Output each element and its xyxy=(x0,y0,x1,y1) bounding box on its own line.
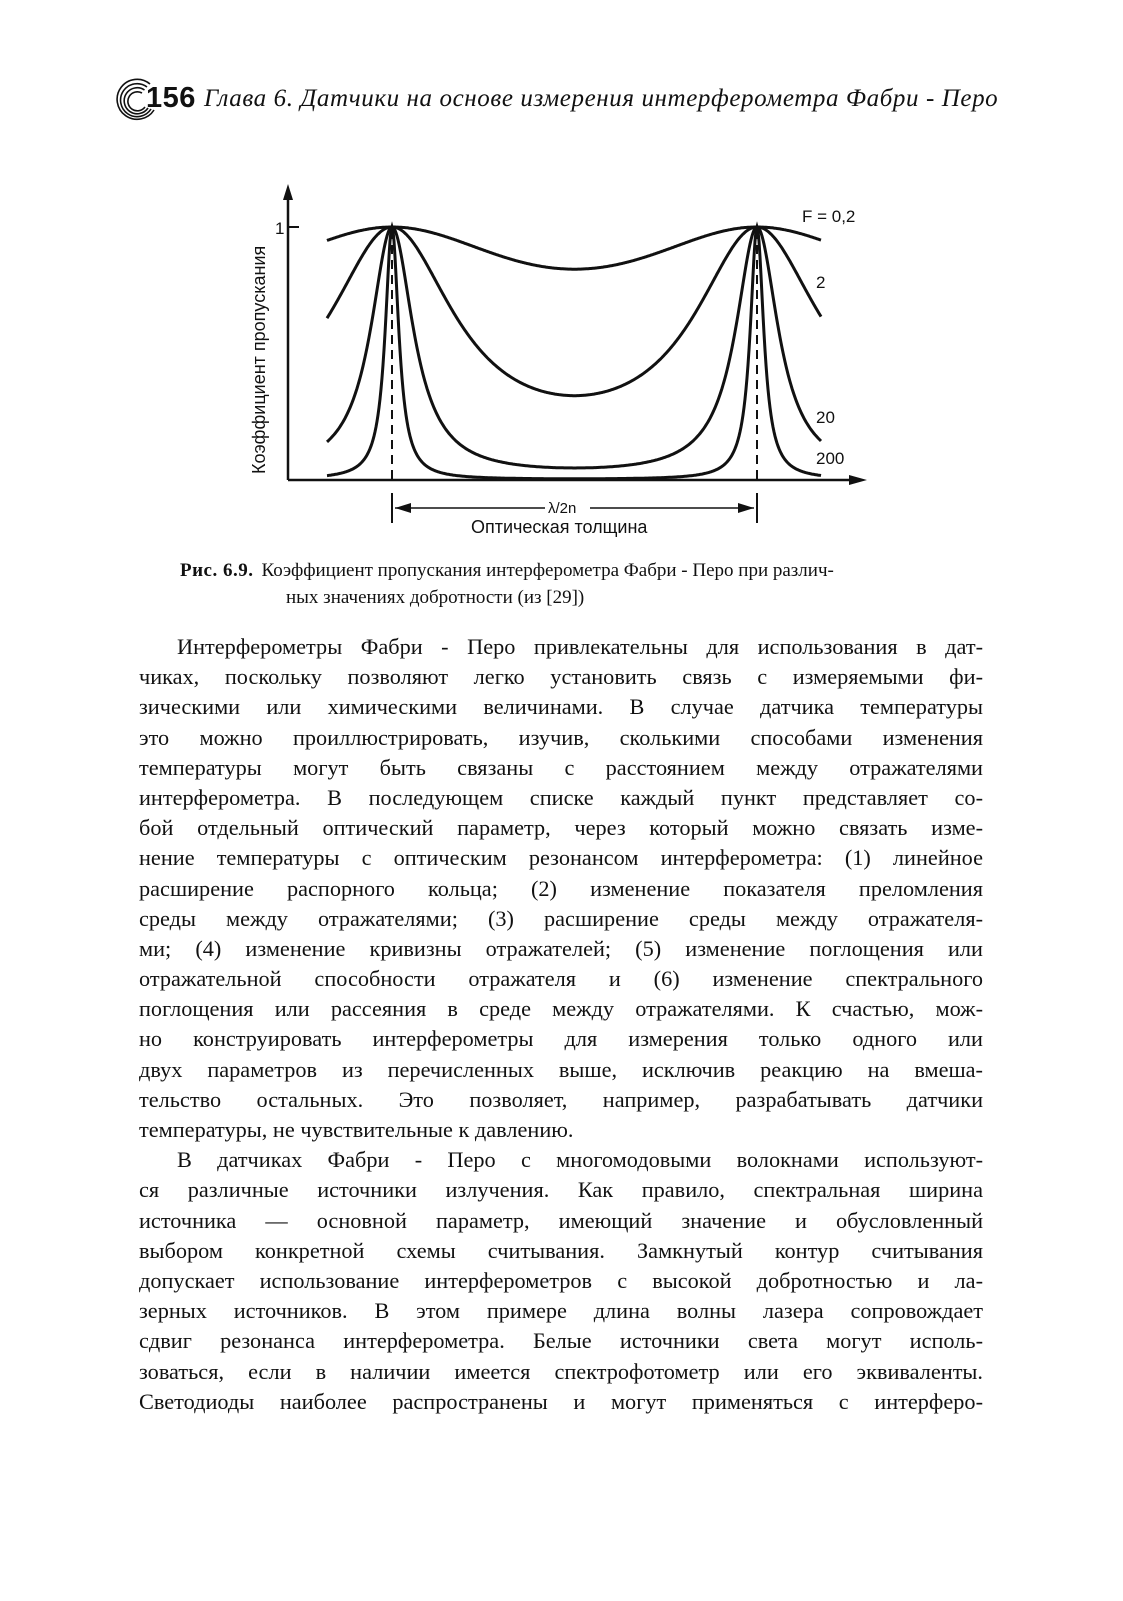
text-line: двух параметров из перечисленных выше, исключив реакцию на вмеша- xyxy=(139,1056,983,1082)
text-line: зерных источников. В этом примере длина волны лазера сопровождает xyxy=(139,1298,983,1324)
text-line: нение температуры с оптическим резонансом интерферометра: (1) линейное xyxy=(139,845,983,871)
curve-label-f02: F = 0,2 xyxy=(802,207,856,226)
text-line: бой отдельный оптический параметр, через который можно связать изме- xyxy=(139,815,983,841)
text-line: допускает использование интерферометров с высокой добротностью и ла- xyxy=(139,1267,983,1293)
curve-label-20: 20 xyxy=(816,408,835,427)
paragraph-1 xyxy=(139,632,983,1145)
period-arrow-left xyxy=(395,503,411,513)
text-line: интерферометра. В последующем списке каждый пункт представляет со- xyxy=(139,784,983,810)
body-text xyxy=(139,632,983,1417)
chart-svg xyxy=(235,178,895,548)
text-line: поглощения или рассеяния в среде между отражателями. К счастью, мож- xyxy=(139,996,983,1022)
running-title: Глава 6. Датчики на основе измерения интерферометра Фабри - Перо xyxy=(204,85,999,112)
text-line: Светодиоды наиболее распространены и могут применяться с интерферо- xyxy=(139,1388,983,1414)
caption-number: Рис. 6.9. xyxy=(180,560,254,581)
figure-caption xyxy=(180,557,980,611)
page-header xyxy=(110,70,999,130)
text-line: чиках, поскольку позволяют легко установить связь с измеряемыми фи- xyxy=(139,664,983,690)
text-line: но конструировать интерферометры для измерения только одного или xyxy=(139,1026,983,1052)
paragraph-2 xyxy=(139,1145,983,1417)
text-line: среды между отражателями; (3) расширение среды между отражателя- xyxy=(139,905,983,931)
y-tick-one: 1 xyxy=(275,219,285,238)
page-number: 156 xyxy=(146,82,196,114)
text-line: расширение распорного кольца; (2) изменение показателя преломления xyxy=(139,875,983,901)
curve-label-200: 200 xyxy=(816,449,845,468)
text-line: ми; (4) изменение кривизны отражателей; (5) изменение поглощения или xyxy=(139,935,983,961)
period-label: λ/2n xyxy=(548,500,577,517)
text-line: источника — основной параметр, имеющий значение и обусловленный xyxy=(139,1207,983,1233)
text-line: сдвиг резонанса интерферометра. Белые источники света могут исполь- xyxy=(139,1328,983,1354)
caption-line-2: ных значениях добротности (из [29]) xyxy=(286,587,585,608)
text-line: зоваться, если в наличии имеется спектрофотометр или его эквиваленты. xyxy=(139,1358,983,1384)
text-line: Интерферометры Фабри - Перо привлекательны для использования в дат- xyxy=(177,634,983,659)
text-line: выбором конкретной схемы считывания. Замкнутый контур считывания xyxy=(139,1237,983,1263)
curve-label-2: 2 xyxy=(816,273,826,292)
figure-transmission-chart xyxy=(235,178,895,548)
text-line: ся различные источники излучения. Как правило, спектральная ширина xyxy=(139,1177,983,1203)
text-line: температуры, не чувствительные к давлению. xyxy=(139,1117,574,1142)
text-line: отражательной способности отражателя и (6) изменение спектрального xyxy=(139,966,983,992)
caption-line-1: Коэффициент пропускания интерферометра Фабри - Перо при различ- xyxy=(261,560,834,581)
text-line: зическими или химическими величинами. В случае датчика температуры xyxy=(139,694,983,720)
text-line: температуры могут быть связаны с расстоянием между отражателями xyxy=(139,754,983,780)
text-line: тельство остальных. Это позволяет, например, разрабатывать датчики xyxy=(139,1086,983,1112)
period-arrow-right xyxy=(738,503,754,513)
y-axis-arrow xyxy=(283,184,293,200)
x-axis-label: Оптическая толщина xyxy=(471,517,648,537)
text-line: это можно проиллюстрировать, изучив, сколькими способами изменения xyxy=(139,724,983,750)
y-axis-label: Коэффициент пропускания xyxy=(249,245,269,474)
text-line: В датчиках Фабри - Перо с многомодовыми волокнами используют- xyxy=(177,1147,983,1173)
x-axis-arrow xyxy=(849,475,867,485)
